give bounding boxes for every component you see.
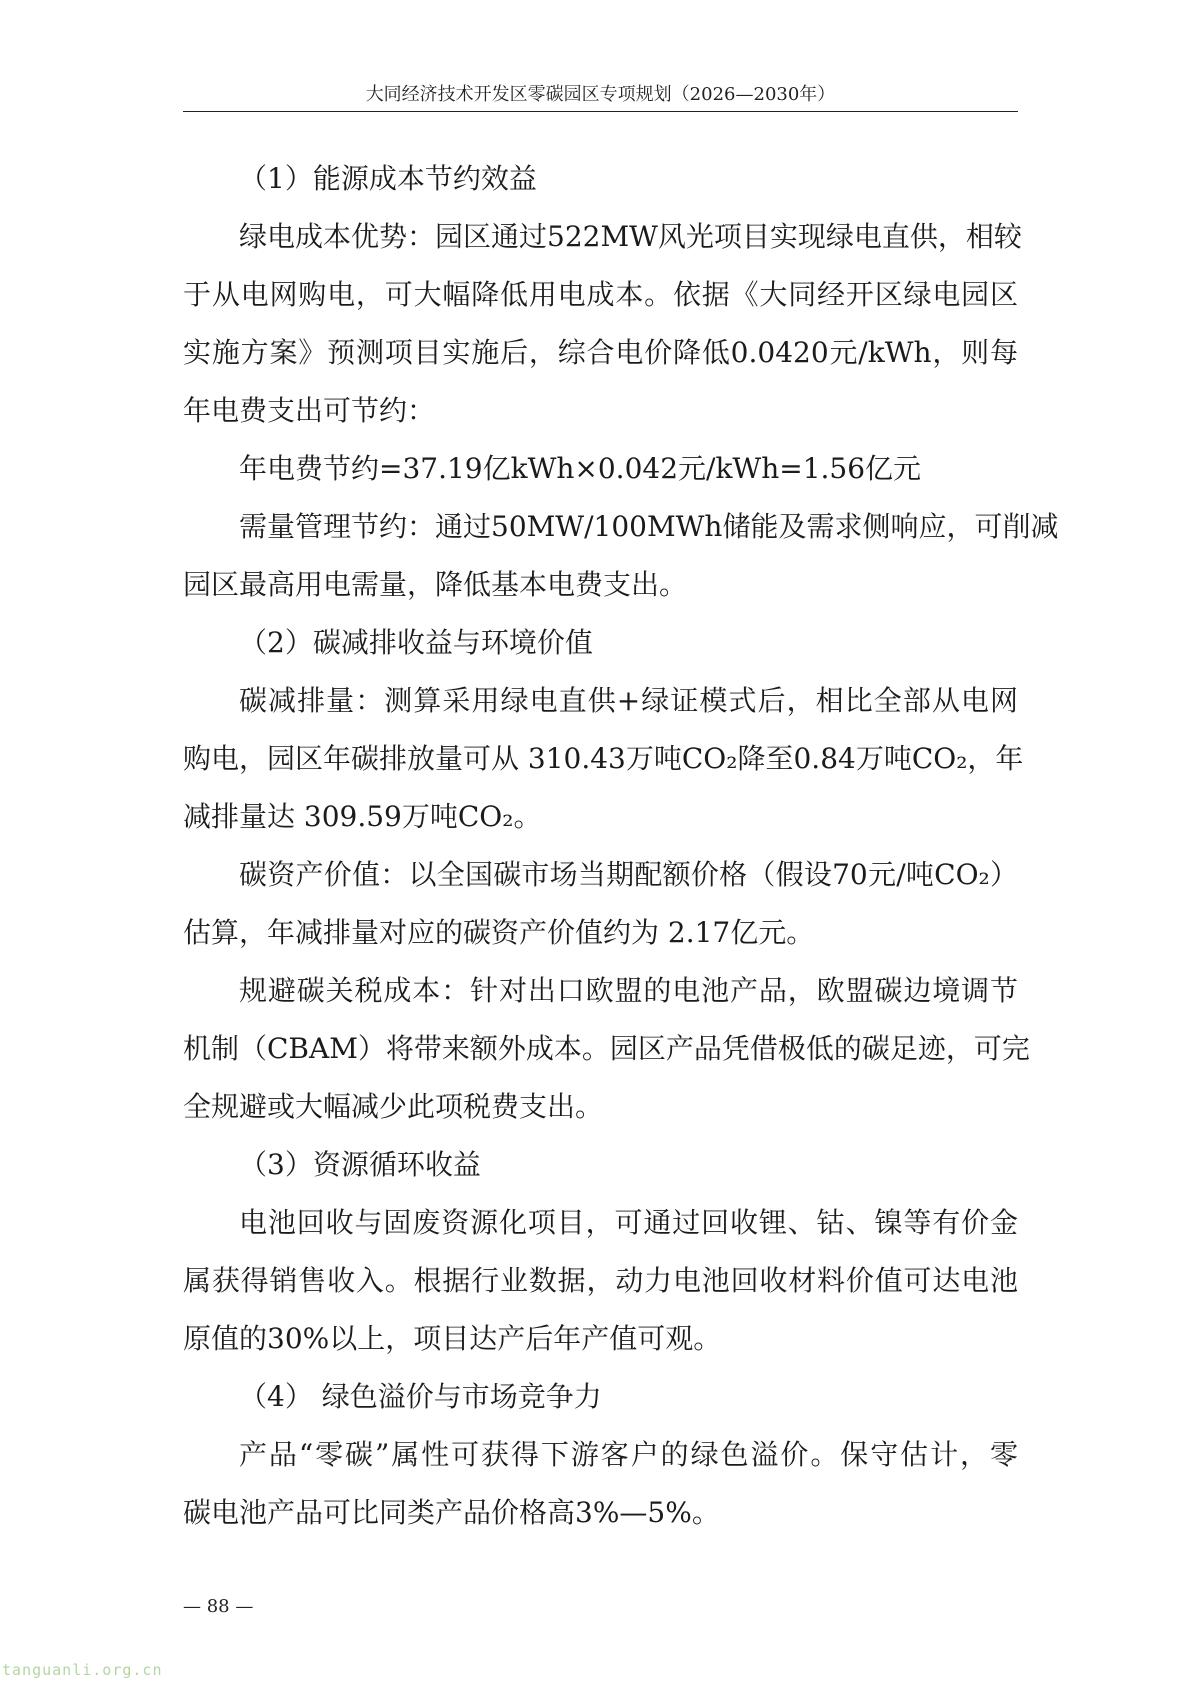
paragraph-line: 原值的30%以上，项目达产后年产值可观。 bbox=[183, 1322, 722, 1355]
paragraph-line: 产品“零碳”属性可获得下游客户的绿色溢价。保守估计，零 bbox=[239, 1438, 1018, 1471]
paragraph-line: 规避碳关税成本：针对出口欧盟的电池产品，欧盟碳边境调节 bbox=[239, 974, 1018, 1007]
paragraph-line: 碳资产价值：以全国碳市场当期配额价格（假设70元/吨CO₂） bbox=[239, 858, 1018, 891]
paragraph-line: 实施方案》预测项目实施后，综合电价降低0.0420元/kWh，则每 bbox=[183, 336, 1018, 369]
paragraph-line: 碳电池产品可比同类产品价格高3%—5%。 bbox=[183, 1496, 720, 1529]
paragraph-line: 碳减排量：测算采用绿电直供+绿证模式后，相比全部从电网 bbox=[239, 684, 1018, 717]
paragraph-line: 需量管理节约：通过50MW/100MWh储能及需求侧响应，可削减 bbox=[239, 510, 1059, 543]
paragraph-line: 绿电成本优势：园区通过522MW风光项目实现绿电直供，相较 bbox=[239, 220, 1022, 253]
paragraph-line: 年电费支出可节约： bbox=[183, 394, 436, 427]
watermark: tanguanli.org.cn bbox=[2, 1661, 163, 1679]
section-heading: （4） 绿色溢价与市场竞争力 bbox=[239, 1380, 602, 1413]
paragraph-line: 全规避或大幅减少此项税费支出。 bbox=[183, 1090, 604, 1123]
paragraph-line: 购电，园区年碳排放量可从 310.43万吨CO₂降至0.84万吨CO₂，年 bbox=[183, 742, 1024, 775]
paragraph-line: 减排量达 309.59万吨CO₂。 bbox=[183, 800, 542, 833]
paragraph-line: 于从电网购电，可大幅降低用电成本。依据《大同经开区绿电园区 bbox=[183, 278, 1018, 311]
running-header: 大同经济技术开发区零碳园区专项规划（2026—2030年） bbox=[365, 84, 836, 105]
paragraph-line: 园区最高用电需量，降低基本电费支出。 bbox=[183, 568, 688, 601]
paragraph-line: 属获得销售收入。根据行业数据，动力电池回收材料价值可达电池 bbox=[183, 1264, 1018, 1297]
page-number: — 88 — bbox=[183, 1596, 254, 1617]
header-rule bbox=[183, 111, 1018, 112]
section-heading: （3）资源循环收益 bbox=[239, 1148, 481, 1181]
body-text bbox=[183, 150, 1059, 1542]
paragraph-line: 估算，年减排量对应的碳资产价值约为 2.17亿元。 bbox=[183, 916, 815, 949]
section-heading: （2）碳减排收益与环境价值 bbox=[239, 626, 593, 659]
paragraph-line: 机制（CBAM）将带来额外成本。园区产品凭借极低的碳足迹，可完 bbox=[183, 1032, 1030, 1065]
section-heading: （1）能源成本节约效益 bbox=[239, 162, 537, 195]
formula-line: 年电费节约=37.19亿kWh×0.042元/kWh=1.56亿元 bbox=[239, 452, 922, 485]
paragraph-line: 电池回收与固废资源化项目，可通过回收锂、钴、镍等有价金 bbox=[239, 1206, 1018, 1239]
